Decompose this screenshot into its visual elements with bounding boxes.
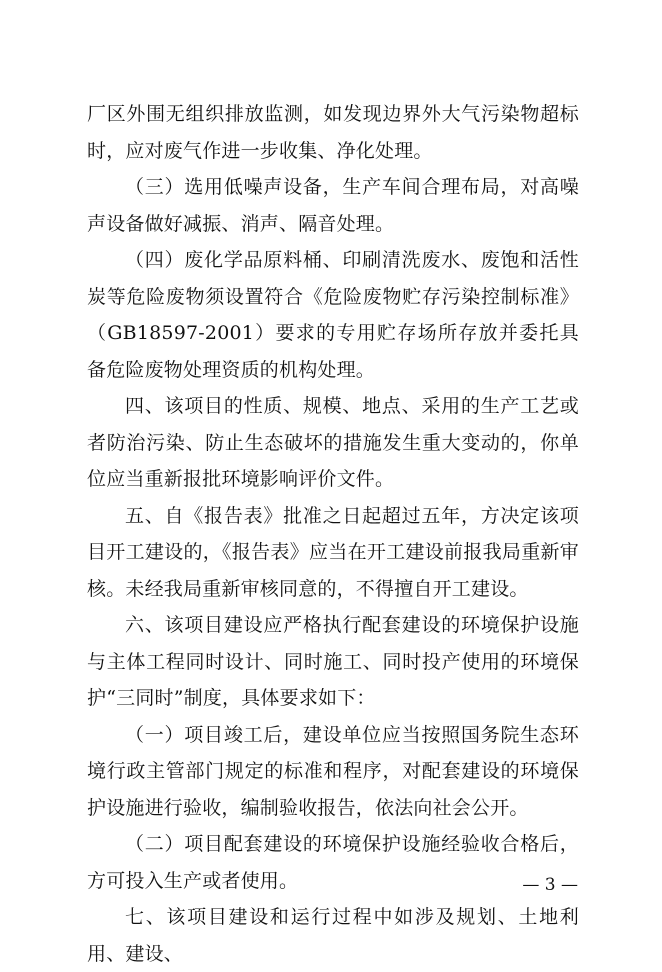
page-number: — 3 — xyxy=(522,875,578,895)
paragraph-sub-two: （二）项目配套建设的环境保护设施经验收合格后，方可投入生产或者使用。 xyxy=(87,833,579,892)
document-body xyxy=(87,96,579,972)
paragraph-hazardous-waste: （四）废化学品原料桶、印刷清洗废水、废饱和活性炭等危险废物须设置符合《危险废物贮存污染控制标准》（GB18597-2001）要求的专用贮存场所存放并委托具备危险废物处理资质的机构处理。 xyxy=(87,249,579,381)
paragraph-item-six: 六、该项目建设应严格执行配套建设的环境保护设施与主体工程同时设计、同时施工、同时投产使用的环境保护“三同时”制度，具体要求如下： xyxy=(87,614,579,709)
paragraph-sub-one: （一）项目竣工后，建设单位应当按照国务院生态环境行政主管部门规定的标准和程序，对配套建设的环境保护设施进行验收，编制验收报告，依法向社会公开。 xyxy=(87,723,579,819)
paragraph-continuation: 厂区外围无组织排放监测，如发现边界外大气污染物超标时，应对废气作进一步收集、净化处理。 xyxy=(87,103,579,162)
paragraph-item-five: 五、自《报告表》批准之日起超过五年，方决定该项目开工建设的，《报告表》应当在开工建设前报我局重新审核。未经我局重新审核同意的，不得擅自开工建设。 xyxy=(87,504,579,600)
paragraph-item-seven: 七、该项目建设和运行过程中如涉及规划、土地利用、建设、 xyxy=(87,906,579,965)
paragraph-item-four: 四、该项目的性质、规模、地点、采用的生产工艺或者防治污染、防止生态破坏的措施发生重大变动的，你单位应当重新报批环境影响评价文件。 xyxy=(87,395,579,490)
paragraph-noise-control: （三）选用低噪声设备，生产车间合理布局，对高噪声设备做好减振、消声、隔音处理。 xyxy=(87,176,579,235)
